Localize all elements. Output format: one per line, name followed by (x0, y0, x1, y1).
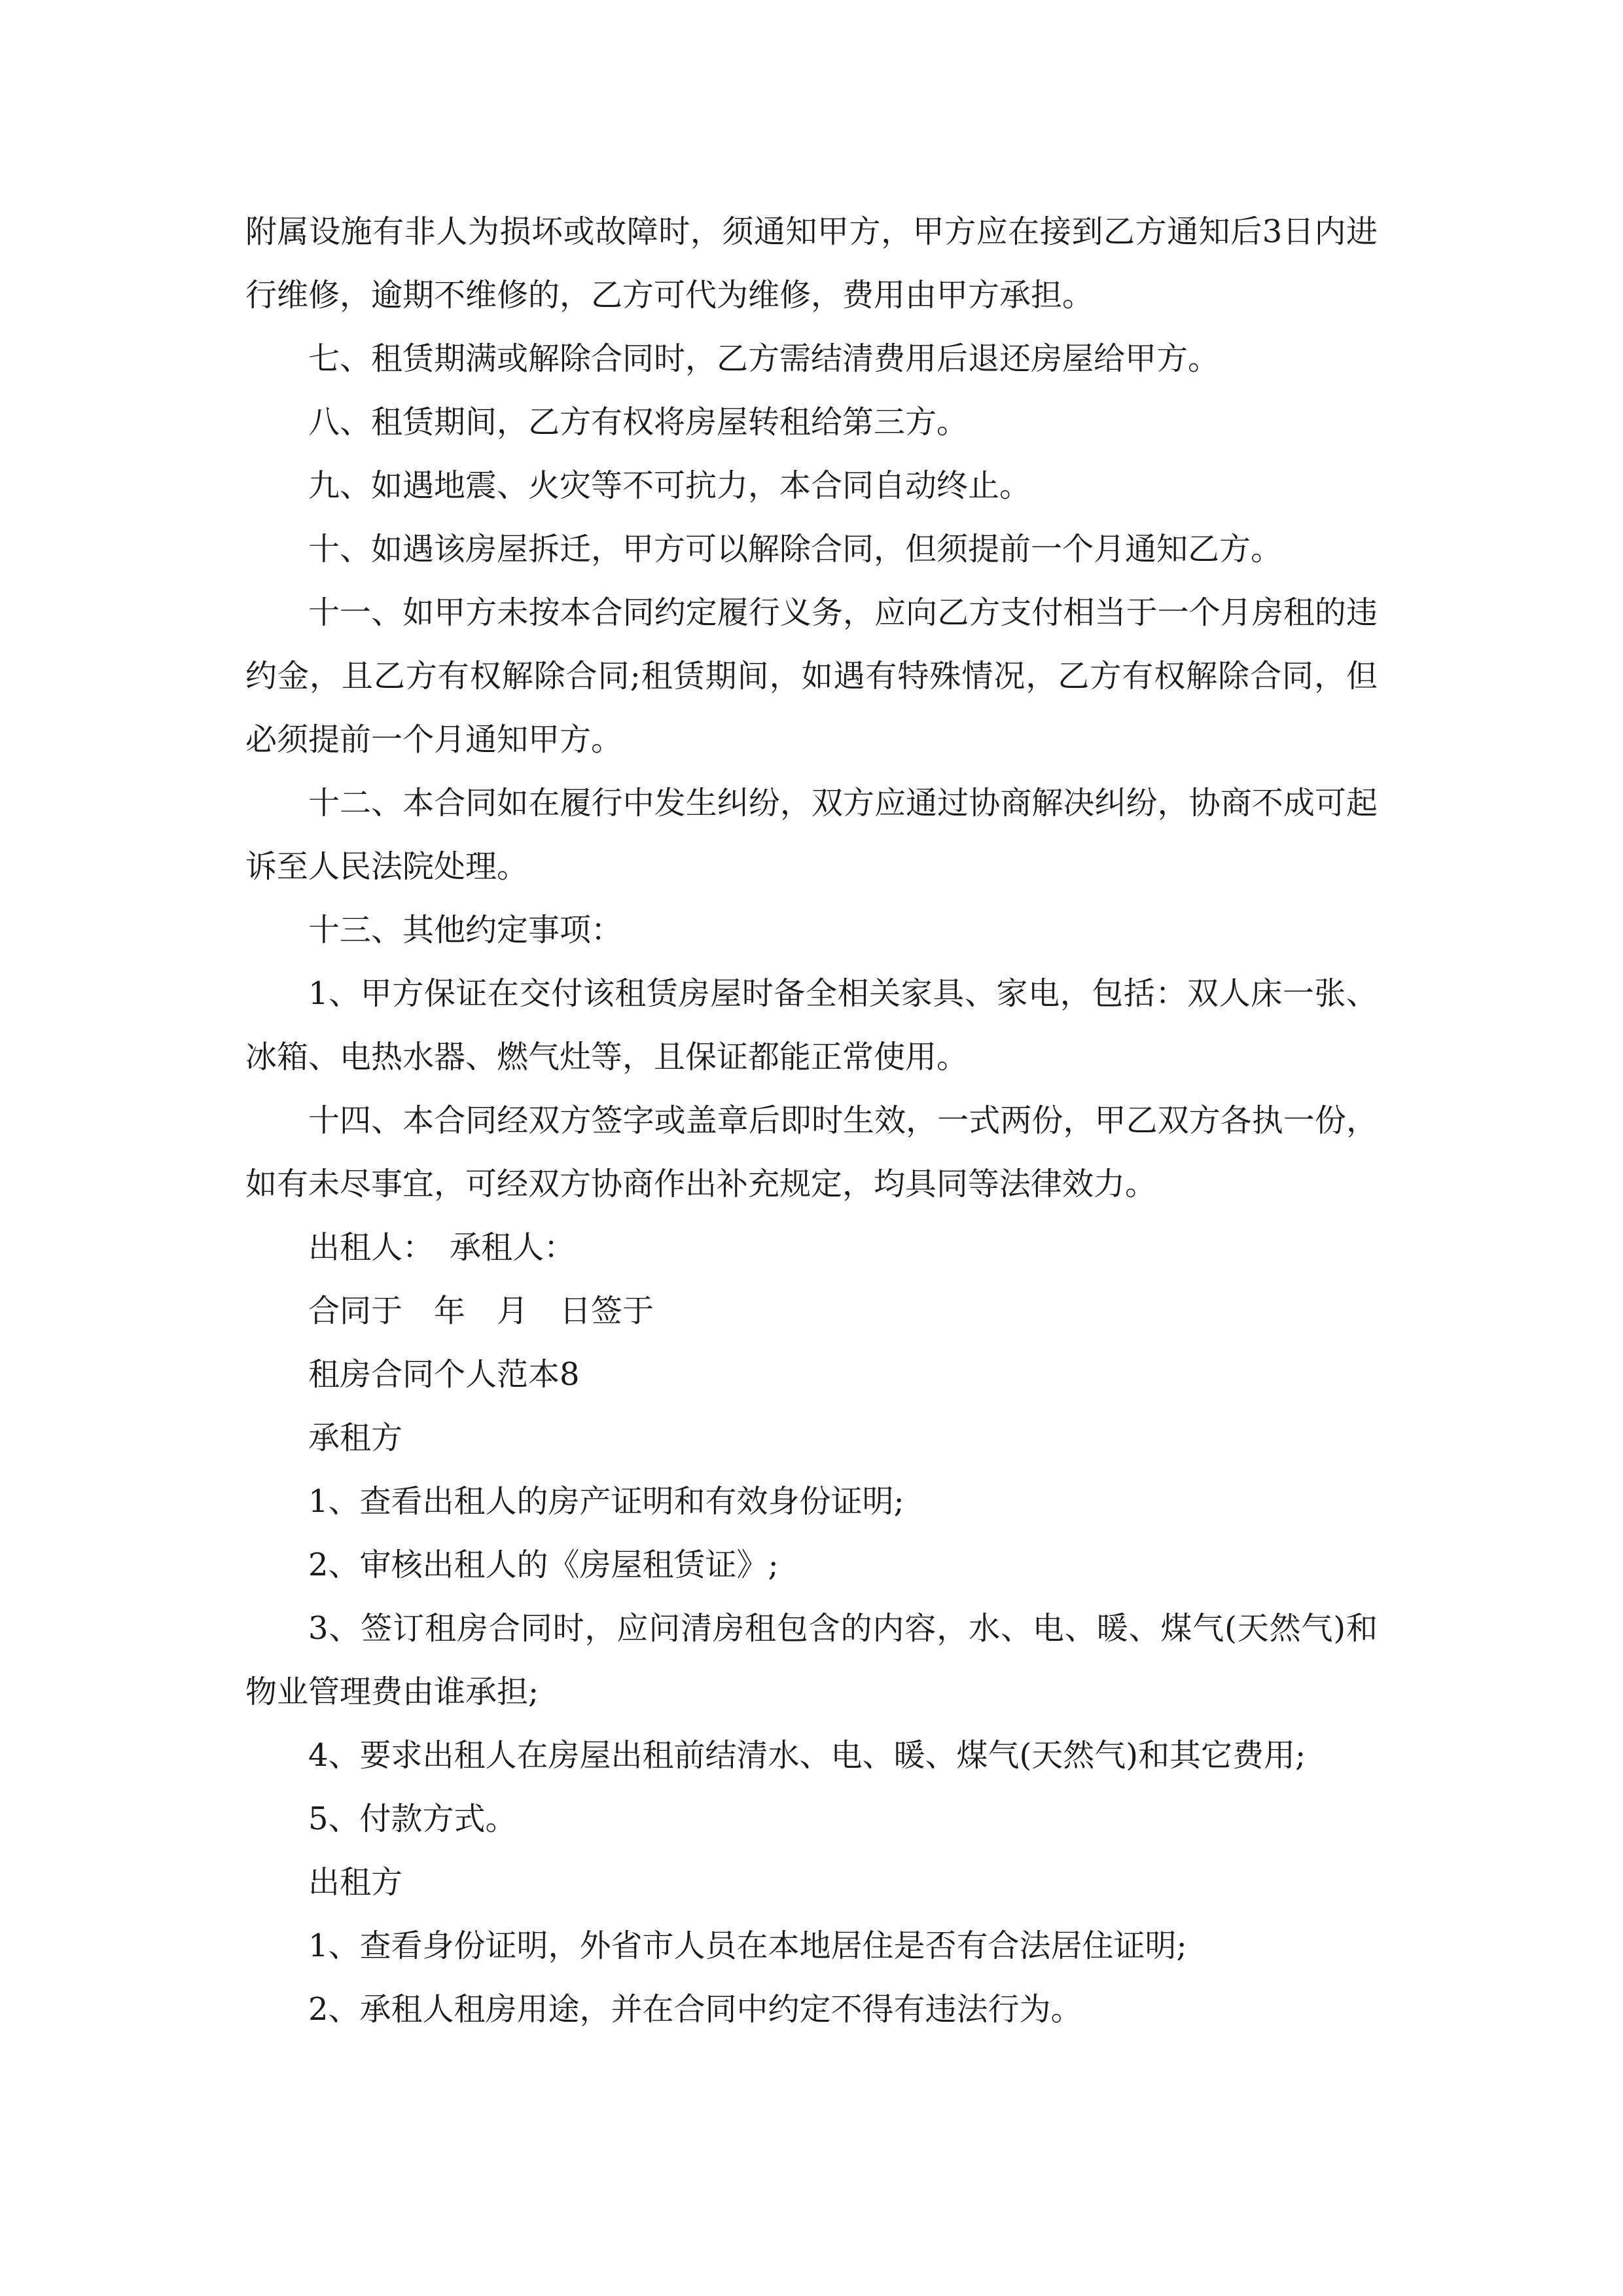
clause-8: 八、租赁期间，乙方有权将房屋转租给第三方。 (308, 404, 969, 440)
document-body (245, 200, 1378, 2041)
signing-date-line: 合同于 年 月 日签于 (308, 1293, 654, 1329)
tenant-item-1: 1、查看出租人的房产证明和有效身份证明; (308, 1483, 904, 1520)
paragraph-facility-repair: 附属设施有非人为损坏或故障时，须通知甲方，甲方应在接到乙方通知后3日内进行维修，逾期不维修的，乙方可代为维修，费用由甲方承担。 (245, 213, 1378, 314)
clause-7: 七、租赁期满或解除合同时，乙方需结清费用后退还房屋给甲方。 (308, 340, 1220, 377)
section-title: 租房合同个人范本8 (308, 1356, 580, 1393)
tenant-item-2: 2、审核出租人的《房屋租赁证》; (308, 1547, 779, 1583)
clause-14: 十四、本合同经双方签字或盖章后即时生效，一式两份，甲乙双方各执一份，如有未尽事宜，可经双方协商作出补充规定，均具同等法律效力。 (245, 1102, 1378, 1202)
clause-11: 十一、如甲方未按本合同约定履行义务，应向乙方支付相当于一个月房租的违约金，且乙方有权解除合同;租赁期间，如遇有特殊情况，乙方有权解除合同，但必须提前一个月通知甲方。 (245, 594, 1378, 758)
tenant-item-5: 5、付款方式。 (308, 1801, 517, 1837)
clause-13: 十三、其他约定事项： (308, 912, 623, 948)
clause-12: 十二、本合同如在履行中发生纠纷，双方应通过协商解决纠纷，协商不成可起诉至人民法院处理。 (245, 785, 1378, 885)
clause-13-item-1: 1、甲方保证在交付该租赁房屋时备全相关家具、家电，包括：双人床一张、冰箱、电热水器、燃气灶等，且保证都能正常使用。 (245, 975, 1378, 1075)
landlord-item-1: 1、查看身份证明，外省市人员在本地居住是否有合法居住证明; (308, 1928, 1187, 1964)
clause-9: 九、如遇地震、火灾等不可抗力，本合同自动终止。 (308, 467, 1031, 504)
tenant-item-4: 4、要求出租人在房屋出租前结清水、电、暖、煤气(天然气)和其它费用; (308, 1737, 1306, 1774)
tenant-item-3: 3、签订租房合同时，应问清房租包含的内容，水、电、暖、煤气(天然气)和物业管理费由谁承担; (245, 1610, 1378, 1710)
tenant-heading: 承租方 (308, 1420, 403, 1456)
signature-line: 出租人： 承租人： (308, 1229, 576, 1266)
clause-10: 十、如遇该房屋拆迁，甲方可以解除合同，但须提前一个月通知乙方。 (308, 531, 1283, 567)
landlord-heading: 出租方 (308, 1864, 403, 1901)
landlord-item-2: 2、承租人租房用途，并在合同中约定不得有违法行为。 (308, 1991, 1082, 2028)
